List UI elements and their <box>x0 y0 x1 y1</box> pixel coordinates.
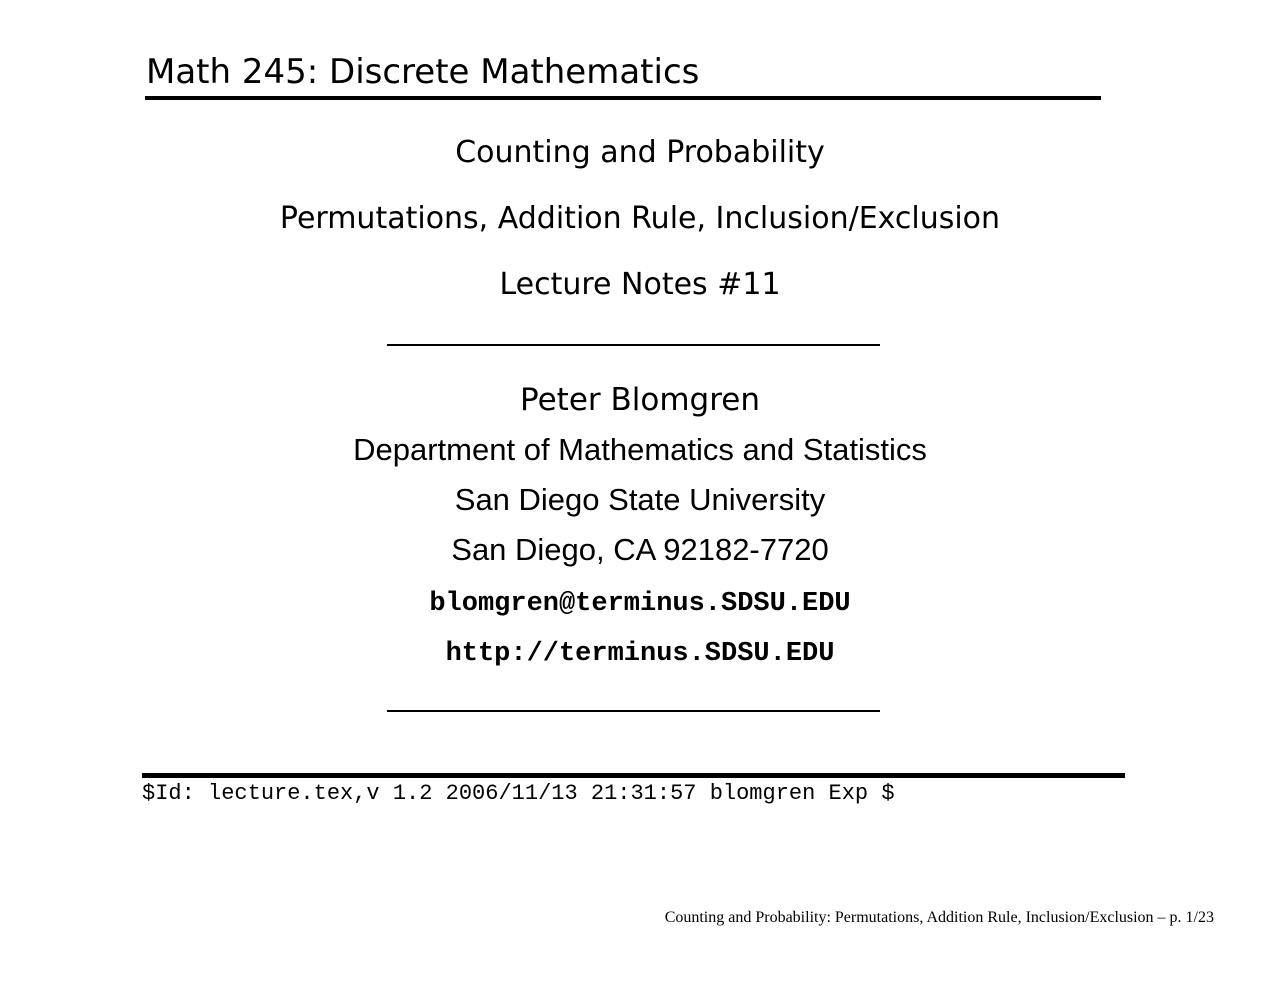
footer-rule <box>142 773 1125 778</box>
divider-lower <box>387 710 880 712</box>
subtopic-title: Permutations, Addition Rule, Inclusion/Exclusion <box>279 201 1001 236</box>
author-address: San Diego, CA 92182-7720 <box>451 532 829 567</box>
author-url-link[interactable]: http://terminus.SDSU.EDU <box>445 639 835 669</box>
author-department: Department of Mathematics and Statistics <box>353 432 927 467</box>
topic-title: Counting and Probability <box>455 135 825 170</box>
course-title: Math 245: Discrete Mathematics <box>146 52 700 92</box>
author-university: San Diego State University <box>454 482 826 517</box>
divider-upper <box>387 344 880 346</box>
header-rule <box>145 96 1101 100</box>
version-id-line: $Id: lecture.tex,v 1.2 2006/11/13 21:31:57 blomgren Exp $ <box>142 781 895 806</box>
page-footer: Counting and Probability: Permutations, Addition Rule, Inclusion/Exclusion – p. 1/23 <box>664 909 1214 926</box>
author-name: Peter Blomgren <box>520 382 760 418</box>
lecture-number: Lecture Notes #11 <box>499 267 781 302</box>
author-email-link[interactable]: blomgren@terminus.SDSU.EDU <box>429 589 851 619</box>
